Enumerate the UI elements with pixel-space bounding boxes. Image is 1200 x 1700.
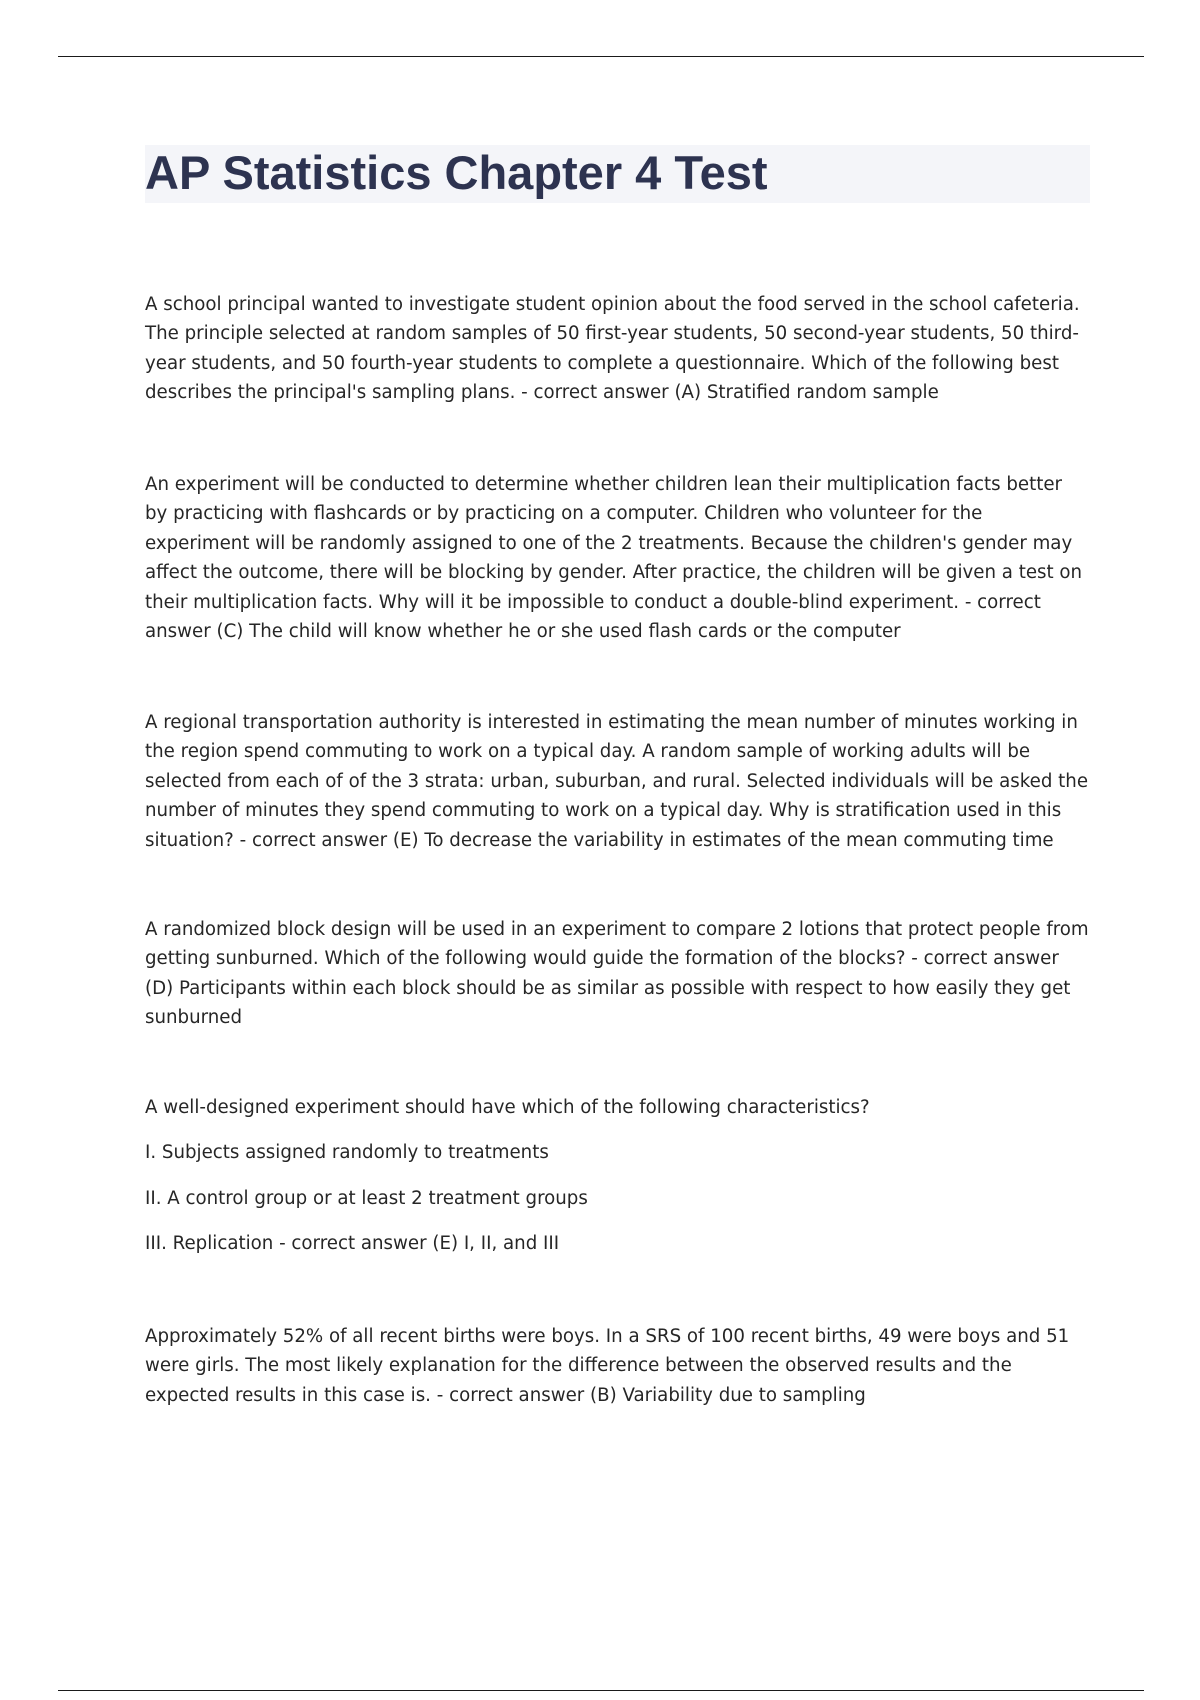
question-text: A randomized block design will be used in an experiment to compare 2 lotions that protect people from getting sunburned. Which of the following would guide the formation of the blocks? - correct answer (D) Participants within each block should be as similar as possible with respect to how easily they get sunburned — [145, 919, 1089, 1029]
question-item-3 — [145, 708, 1090, 855]
bottom-divider — [58, 1690, 1144, 1691]
question-text: A well-designed experiment should have which of the following characteristics? — [145, 1097, 870, 1118]
question-text: A school principal wanted to investigate student opinion about the food served in the school cafeteria. The principle selected at random samples of 50 first-year students, 50 second-year students, 50 third-year students, and 50 fourth-year students to complete a questionnaire. Which of the following best describes the principal's sampling plans. - correct answer (A) Stratified random sample — [145, 294, 1080, 404]
characteristic-line-1: I. Subjects assigned randomly to treatments — [145, 1142, 549, 1164]
question-item-2 — [145, 470, 1090, 646]
characteristic-line-3: III. Replication - correct answer (E) I, II, and III — [145, 1233, 560, 1255]
characteristic-line-2: II. A control group or at least 2 treatment groups — [145, 1187, 588, 1209]
question-text: Approximately 52% of all recent births were boys. In a SRS of 100 recent births, 49 were boys and 51 were girls. The most likely explanation for the difference between the observed results and the expected results in this case is. - correct answer (B) Variability due to sampling — [145, 1326, 1070, 1406]
page-title: AP Statistics Chapter 4 Test — [145, 146, 768, 199]
question-text: An experiment will be conducted to determine whether children lean their multiplication facts better by practicing with flashcards or by practicing on a computer. Children who volunteer for the experiment will be randomly assigned to one of the 2 treatments. Because the children's gender may affect the outcome, there will be blocking by gender. After practice, the children will be given a test on their multiplication facts. Why will it be impossible to conduct a double-blind experiment. - correct answer (C) The child will know whether he or she used flash cards or the computer — [145, 474, 1083, 643]
question-item-4 — [145, 915, 1090, 1033]
question-item-6 — [145, 1322, 1090, 1410]
question-text: A regional transportation authority is interested in estimating the mean number of minutes working in the region spend commuting to work on a typical day. A random sample of working adults will be selected from each of of the 3 strata: urban, suburban, and rural. Selected individuals will be asked the number of minutes they spend commuting to work on a typical day. Why is stratification used in this situation? - correct answer (E) To decrease the variability in estimates of the mean commuting time — [145, 712, 1089, 851]
top-divider — [58, 56, 1144, 57]
question-item-1 — [145, 290, 1090, 408]
question-item-5 — [145, 1093, 1090, 1259]
